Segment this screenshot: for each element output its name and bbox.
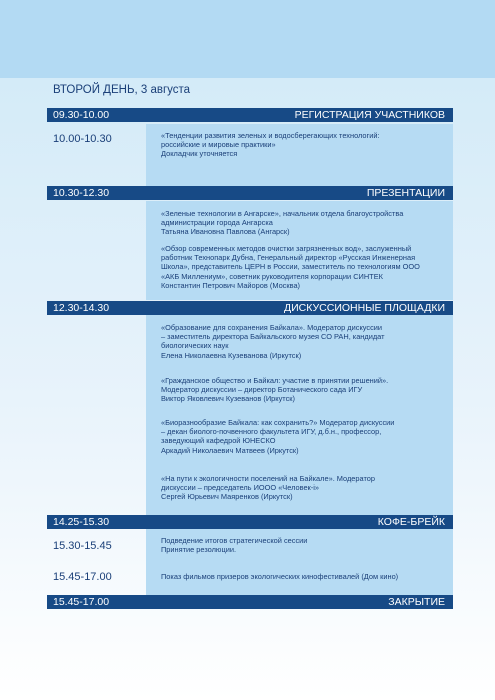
row-time: 10.00-10.30	[53, 133, 112, 145]
section-label: ПРЕЗЕНТАЦИИ	[366, 187, 445, 199]
program-item	[161, 572, 440, 581]
item-line: администрации города Ангарска	[161, 218, 273, 228]
item-line: работник Технопарк Дубна, Генеральный директор «Русская Инженерная	[161, 253, 416, 263]
item-line: Докладчик уточняется	[161, 149, 238, 159]
section-bar	[47, 515, 453, 529]
section-time: 09.30-10.00	[53, 109, 110, 121]
section-time: 14.25-15.30	[53, 516, 110, 528]
item-line: «Зеленые технологии в Ангарске», начальник отдела благоустройства	[161, 209, 404, 218]
item-line: «Гражданское общество и Байкал: участие в принятии решений».	[161, 376, 389, 385]
item-line: Модератор дискуссии – директор Ботанического сада ИГУ	[161, 385, 363, 395]
item-line: Аркадий Николаевич Матвеев (Иркутск)	[161, 445, 299, 455]
section-bar	[47, 301, 453, 315]
section-label: ЗАКРЫТИЕ	[388, 596, 445, 608]
item-line: «Биоразнообразие Байкала: как сохранить?» Модератор дискуссии	[161, 418, 395, 427]
section-bar	[47, 595, 453, 609]
section-label: КОФЕ-БРЕЙК	[377, 516, 445, 528]
item-line: заведующий кафедрой ЮНЕСКО	[161, 436, 276, 446]
program-item	[161, 536, 440, 554]
item-line: Принятие резолюции.	[161, 545, 237, 555]
item-line: Елена Николаевна Кузеванова (Иркутск)	[161, 350, 302, 360]
row-time: 15.30-15.45	[53, 540, 112, 552]
item-line: Виктор Яковлевич Кузеванов (Иркутск)	[161, 394, 295, 404]
section-label: РЕГИСТРАЦИЯ УЧАСТНИКОВ	[294, 109, 445, 121]
item-line: дискуссии – председатель ИООО «Человек-i»	[161, 483, 320, 493]
program-item	[161, 244, 440, 290]
item-line: Подведение итогов стратегической сессии	[161, 536, 308, 545]
item-line: российские и мировые практики»	[161, 140, 276, 150]
program-item	[161, 209, 440, 237]
item-line: «Тенденции развития зеленых и водосберегающих технологий:	[161, 131, 380, 140]
section-time: 10.30-12.30	[53, 187, 110, 199]
item-line: «Образование для сохранения Байкала». Модератор дискуссии	[161, 323, 383, 332]
section-time: 15.45-17.00	[53, 596, 110, 608]
program-item	[161, 376, 440, 404]
section-time: 12.30-14.30	[53, 302, 110, 314]
section-label: ДИСКУССИОННЫЕ ПЛОЩАДКИ	[284, 302, 445, 314]
item-line: Константин Петрович Майоров (Москва)	[161, 280, 301, 290]
item-line: Татьяна Ивановна Павлова (Ангарск)	[161, 227, 290, 237]
section-bar	[47, 186, 453, 200]
item-line: Показ фильмов призеров экологических кинофестивалей (Дом кино)	[161, 572, 399, 581]
program-item	[161, 418, 440, 455]
program-item	[161, 474, 440, 502]
page-title: ВТОРОЙ ДЕНЬ, 3 августа	[53, 84, 191, 96]
header-band	[0, 0, 495, 78]
item-line: – декан биолого-почвенного факультета ИГУ, д.б.н., профессор,	[161, 427, 382, 437]
program-item	[161, 323, 440, 360]
item-line: – заместитель директора Байкальского музея СО РАН, кандидат	[161, 332, 385, 342]
item-line: биологических наук	[161, 341, 229, 351]
program-item	[161, 131, 440, 159]
item-line: «Обзор современных методов очистки загрязненных вод», заслуженный	[161, 244, 412, 253]
row-time: 15.45-17.00	[53, 571, 112, 583]
item-line: Школа», представитель ЦЕРН в России, заместитель по технологиям ООО	[161, 262, 420, 272]
item-line: «АКБ Миллениум», советник руководителя корпорации СИНТЕК	[161, 271, 383, 281]
item-line: Сергей Юрьевич Маяренков (Иркутск)	[161, 492, 293, 502]
item-line: «На пути к экологичности поселений на Байкале». Модератор	[161, 474, 375, 483]
section-bar	[47, 108, 453, 122]
